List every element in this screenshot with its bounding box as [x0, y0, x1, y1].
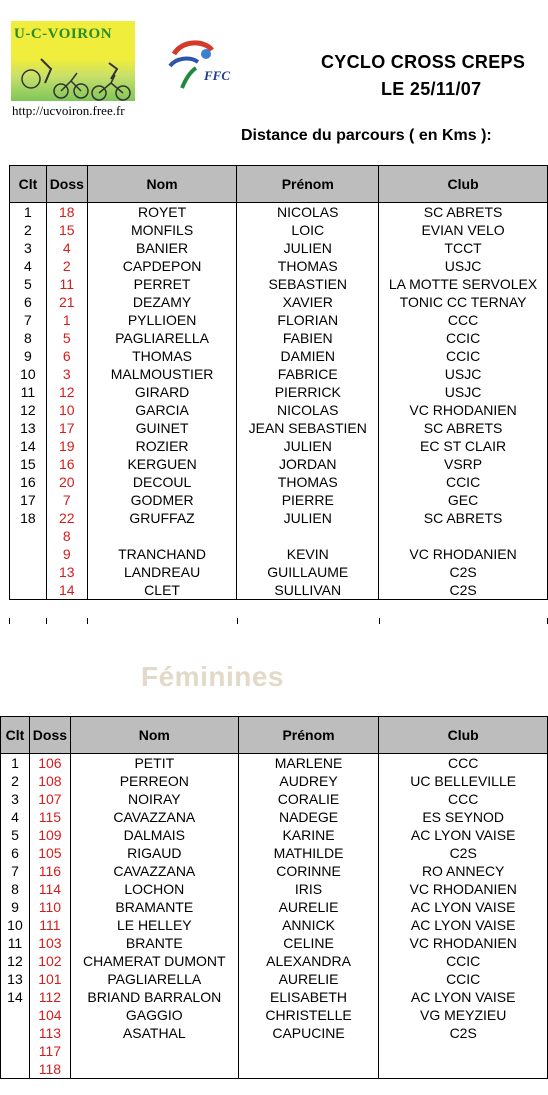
table-row	[1, 934, 548, 952]
rank-cell	[10, 545, 47, 563]
table-continuation	[9, 618, 548, 624]
first-name-cell: DAMIEN	[237, 347, 379, 365]
bib-cell: 112	[29, 988, 70, 1006]
rank-cell: 6	[10, 293, 47, 311]
bib-cell: 20	[46, 473, 87, 491]
last-name-cell: CHAMERAT DUMONT	[70, 952, 238, 970]
rank-cell: 14	[10, 437, 47, 455]
first-name-cell: FLORIAN	[237, 311, 379, 329]
club-cell: VC RHODANIEN	[379, 401, 548, 419]
bib-cell: 111	[29, 916, 70, 934]
club-cell: C2S	[379, 844, 548, 862]
last-name-cell: ROYET	[87, 203, 237, 222]
first-name-cell: CHRISTELLE	[238, 1006, 379, 1024]
last-name-cell: THOMAS	[87, 347, 237, 365]
last-name-cell: ROZIER	[87, 437, 237, 455]
table-row	[10, 527, 548, 545]
first-name-cell: MATHILDE	[238, 844, 379, 862]
rank-cell: 18	[10, 509, 47, 527]
bib-cell: 103	[29, 934, 70, 952]
last-name-cell: BRIAND BARRALON	[70, 988, 238, 1006]
rank-cell: 15	[10, 455, 47, 473]
last-name-cell: BRAMANTE	[70, 898, 238, 916]
table-header-row	[10, 166, 548, 203]
table-row	[10, 455, 548, 473]
first-name-cell: MARLENE	[238, 754, 379, 773]
bib-cell: 107	[29, 790, 70, 808]
first-name-cell: JULIEN	[237, 509, 379, 527]
club-cell: SC ABRETS	[379, 419, 548, 437]
last-name-cell: MONFILS	[87, 221, 237, 239]
club-cell: AC LYON VAISE	[379, 916, 548, 934]
first-name-cell: NICOLAS	[237, 401, 379, 419]
club-cell: USJC	[379, 383, 548, 401]
club-cell: VC RHODANIEN	[379, 545, 548, 563]
club-cell: CCIC	[379, 952, 548, 970]
bib-cell: 109	[29, 826, 70, 844]
bib-cell: 4	[46, 239, 87, 257]
bib-cell: 2	[46, 257, 87, 275]
club-cell	[379, 1042, 548, 1060]
last-name-cell: DALMAIS	[70, 826, 238, 844]
first-name-cell: CORALIE	[238, 790, 379, 808]
club-cell: EVIAN VELO	[379, 221, 548, 239]
bib-cell: 116	[29, 862, 70, 880]
rank-cell: 3	[1, 790, 30, 808]
club-cell: VSRP	[379, 455, 548, 473]
table-row	[1, 952, 548, 970]
table-row	[10, 311, 548, 329]
bib-cell: 6	[46, 347, 87, 365]
club-cell	[379, 1060, 548, 1079]
first-name-cell: THOMAS	[237, 257, 379, 275]
table-row	[10, 221, 548, 239]
bib-cell: 19	[46, 437, 87, 455]
table-row	[1, 916, 548, 934]
club-cell: CCIC	[379, 473, 548, 491]
table-row	[10, 437, 548, 455]
club-cell: VC RHODANIEN	[379, 880, 548, 898]
last-name-cell: KERGUEN	[87, 455, 237, 473]
column-header-club: Club	[379, 717, 548, 754]
first-name-cell: FABIEN	[237, 329, 379, 347]
club-cell: EC ST CLAIR	[379, 437, 548, 455]
first-name-cell	[238, 1042, 379, 1060]
first-name-cell: XAVIER	[237, 293, 379, 311]
club-cell	[379, 527, 548, 545]
bib-cell: 14	[46, 581, 87, 600]
bib-cell: 5	[46, 329, 87, 347]
first-name-cell: PIERRICK	[237, 383, 379, 401]
rank-cell: 2	[10, 221, 47, 239]
last-name-cell	[87, 527, 237, 545]
bib-cell: 110	[29, 898, 70, 916]
bib-cell: 115	[29, 808, 70, 826]
last-name-cell: GUINET	[87, 419, 237, 437]
rank-cell	[1, 1006, 30, 1024]
first-name-cell: AURELIE	[238, 970, 379, 988]
column-header-doss: Doss	[46, 166, 87, 203]
table-row	[10, 275, 548, 293]
first-name-cell: ALEXANDRA	[238, 952, 379, 970]
table-row	[1, 754, 548, 773]
last-name-cell: PAGLIARELLA	[70, 970, 238, 988]
first-name-cell: FABRICE	[237, 365, 379, 383]
club-cell: UC BELLEVILLE	[379, 772, 548, 790]
last-name-cell: PERRET	[87, 275, 237, 293]
table-row	[1, 862, 548, 880]
cyclist-icon	[11, 49, 135, 101]
table-row	[1, 1024, 548, 1042]
rank-cell: 4	[1, 808, 30, 826]
column-header-clt: Clt	[1, 717, 30, 754]
bib-cell: 18	[46, 203, 87, 222]
rank-cell	[1, 1042, 30, 1060]
bib-cell: 9	[46, 545, 87, 563]
club-cell: CCC	[379, 311, 548, 329]
first-name-cell	[238, 1060, 379, 1079]
first-name-cell: AURELIE	[238, 898, 379, 916]
table-row	[10, 491, 548, 509]
rank-cell	[1, 1024, 30, 1042]
club-cell: VC RHODANIEN	[379, 934, 548, 952]
rank-cell: 5	[1, 826, 30, 844]
ffc-logo-label: FFC	[204, 68, 231, 83]
table-row	[10, 203, 548, 222]
last-name-cell: DEZAMY	[87, 293, 237, 311]
rank-cell: 4	[10, 257, 47, 275]
last-name-cell: DECOUL	[87, 473, 237, 491]
first-name-cell: SEBASTIEN	[237, 275, 379, 293]
rank-cell	[10, 563, 47, 581]
club-cell: AC LYON VAISE	[379, 826, 548, 844]
club-cell: TONIC CC TERNAY	[379, 293, 548, 311]
first-name-cell: ELISABETH	[238, 988, 379, 1006]
club-cell: CCIC	[379, 347, 548, 365]
rank-cell: 1	[10, 203, 47, 222]
bib-cell: 15	[46, 221, 87, 239]
table-row	[10, 419, 548, 437]
table-row	[1, 1006, 548, 1024]
event-date: LE 25/11/07	[381, 79, 482, 99]
club-cell: AC LYON VAISE	[379, 988, 548, 1006]
column-header-clt: Clt	[10, 166, 47, 203]
column-header-club: Club	[379, 166, 548, 203]
club-cell: CCC	[379, 754, 548, 773]
club-cell: C2S	[379, 581, 548, 600]
last-name-cell: GODMER	[87, 491, 237, 509]
club-cell: SC ABRETS	[379, 509, 548, 527]
column-header-prenom: Prénom	[238, 717, 379, 754]
club-cell: USJC	[379, 365, 548, 383]
club-cell: LA MOTTE SERVOLEX	[379, 275, 548, 293]
first-name-cell: IRIS	[238, 880, 379, 898]
last-name-cell	[70, 1060, 238, 1079]
rank-cell: 3	[10, 239, 47, 257]
table-row	[1, 1060, 548, 1079]
rank-cell: 9	[10, 347, 47, 365]
bib-cell: 108	[29, 772, 70, 790]
table-row	[10, 365, 548, 383]
table-row	[10, 257, 548, 275]
first-name-cell: AUDREY	[238, 772, 379, 790]
bib-cell: 22	[46, 509, 87, 527]
bib-cell: 113	[29, 1024, 70, 1042]
rank-cell: 12	[10, 401, 47, 419]
table-row	[10, 509, 548, 527]
last-name-cell: MALMOUSTIER	[87, 365, 237, 383]
first-name-cell	[237, 527, 379, 545]
bib-cell: 118	[29, 1060, 70, 1079]
rank-cell: 11	[10, 383, 47, 401]
rank-cell: 7	[1, 862, 30, 880]
rank-cell: 9	[1, 898, 30, 916]
table-row	[1, 790, 548, 808]
last-name-cell: TRANCHAND	[87, 545, 237, 563]
club-cell: SC ABRETS	[379, 203, 548, 222]
bib-cell: 102	[29, 952, 70, 970]
bib-cell: 11	[46, 275, 87, 293]
last-name-cell: LANDREAU	[87, 563, 237, 581]
first-name-cell: ANNICK	[238, 916, 379, 934]
column-header-doss: Doss	[29, 717, 70, 754]
first-name-cell: KARINE	[238, 826, 379, 844]
rank-cell: 8	[10, 329, 47, 347]
column-header-nom: Nom	[87, 166, 237, 203]
club-cell: ES SEYNOD	[379, 808, 548, 826]
rank-cell: 12	[1, 952, 30, 970]
rank-cell: 1	[1, 754, 30, 773]
table-header-row	[1, 717, 548, 754]
bib-cell: 8	[46, 527, 87, 545]
first-name-cell: LOIC	[237, 221, 379, 239]
column-header-prenom: Prénom	[237, 166, 379, 203]
bib-cell: 101	[29, 970, 70, 988]
first-name-cell: KEVIN	[237, 545, 379, 563]
logo-text: U-C-VOIRON	[14, 26, 113, 42]
club-cell: CCIC	[379, 970, 548, 988]
table-row	[1, 988, 548, 1006]
first-name-cell: JEAN SEBASTIEN	[237, 419, 379, 437]
column-header-nom: Nom	[70, 717, 238, 754]
table-row	[10, 581, 548, 600]
last-name-cell: PYLLIOEN	[87, 311, 237, 329]
bib-cell: 114	[29, 880, 70, 898]
bib-cell: 13	[46, 563, 87, 581]
rank-cell: 7	[10, 311, 47, 329]
rank-cell: 10	[10, 365, 47, 383]
club-cell: TCCT	[379, 239, 548, 257]
rank-cell: 11	[1, 934, 30, 952]
rank-cell: 6	[1, 844, 30, 862]
last-name-cell: CLET	[87, 581, 237, 600]
club-cell: GEC	[379, 491, 548, 509]
club-cell: VG MEYZIEU	[379, 1006, 548, 1024]
last-name-cell: GIRARD	[87, 383, 237, 401]
table-row	[10, 563, 548, 581]
bib-cell: 16	[46, 455, 87, 473]
first-name-cell: PIERRE	[237, 491, 379, 509]
table-row	[1, 970, 548, 988]
rank-cell: 2	[1, 772, 30, 790]
first-name-cell: JULIEN	[237, 437, 379, 455]
first-name-cell: JULIEN	[237, 239, 379, 257]
club-cell: AC LYON VAISE	[379, 898, 548, 916]
bib-cell: 21	[46, 293, 87, 311]
club-cell: USJC	[379, 257, 548, 275]
rank-cell: 14	[1, 988, 30, 1006]
last-name-cell: PERREON	[70, 772, 238, 790]
last-name-cell: ASATHAL	[70, 1024, 238, 1042]
distance-label: Distance du parcours ( en Kms ):	[241, 127, 492, 144]
last-name-cell: GRUFFAZ	[87, 509, 237, 527]
club-cell: CCC	[379, 790, 548, 808]
table-row	[10, 545, 548, 563]
rank-cell	[10, 581, 47, 600]
bib-cell: 104	[29, 1006, 70, 1024]
rank-cell: 5	[10, 275, 47, 293]
table-row	[1, 880, 548, 898]
table-row	[10, 401, 548, 419]
table-row	[1, 808, 548, 826]
last-name-cell: RIGAUD	[70, 844, 238, 862]
bib-cell: 7	[46, 491, 87, 509]
bib-cell: 106	[29, 754, 70, 773]
last-name-cell: CAPDEPON	[87, 257, 237, 275]
rank-cell: 10	[1, 916, 30, 934]
last-name-cell: BRANTE	[70, 934, 238, 952]
bib-cell: 1	[46, 311, 87, 329]
bib-cell: 3	[46, 365, 87, 383]
rank-cell: 13	[10, 419, 47, 437]
table-row	[1, 844, 548, 862]
club-logo	[11, 21, 135, 101]
table-row	[10, 347, 548, 365]
table-row	[10, 473, 548, 491]
last-name-cell: NOIRAY	[70, 790, 238, 808]
table-row	[10, 329, 548, 347]
table-row	[10, 239, 548, 257]
first-name-cell: NICOLAS	[237, 203, 379, 222]
club-cell: RO ANNECY	[379, 862, 548, 880]
first-name-cell: CAPUCINE	[238, 1024, 379, 1042]
first-name-cell: GUILLAUME	[237, 563, 379, 581]
section-title-women: Féminines	[141, 661, 284, 692]
table-row	[1, 898, 548, 916]
first-name-cell: NADEGE	[238, 808, 379, 826]
first-name-cell: CORINNE	[238, 862, 379, 880]
club-cell: C2S	[379, 1024, 548, 1042]
last-name-cell: LE HELLEY	[70, 916, 238, 934]
table-row	[10, 383, 548, 401]
club-cell: C2S	[379, 563, 548, 581]
bib-cell: 117	[29, 1042, 70, 1060]
last-name-cell	[70, 1042, 238, 1060]
website-url[interactable]: http://ucvoiron.free.fr	[12, 103, 125, 118]
last-name-cell: CAVAZZANA	[70, 862, 238, 880]
table-row	[1, 826, 548, 844]
last-name-cell: GAGGIO	[70, 1006, 238, 1024]
bib-cell: 105	[29, 844, 70, 862]
page-title: CYCLO CROSS CREPS	[321, 52, 526, 72]
last-name-cell: LOCHON	[70, 880, 238, 898]
last-name-cell: CAVAZZANA	[70, 808, 238, 826]
bib-cell: 12	[46, 383, 87, 401]
table-row	[1, 772, 548, 790]
rank-cell	[10, 527, 47, 545]
rank-cell: 8	[1, 880, 30, 898]
first-name-cell: JORDAN	[237, 455, 379, 473]
women-results-table	[0, 716, 548, 1079]
bib-cell: 17	[46, 419, 87, 437]
rank-cell: 17	[10, 491, 47, 509]
men-results-table	[9, 165, 548, 600]
first-name-cell: CELINE	[238, 934, 379, 952]
rank-cell: 13	[1, 970, 30, 988]
rank-cell: 16	[10, 473, 47, 491]
first-name-cell: THOMAS	[237, 473, 379, 491]
ffc-logo	[160, 38, 240, 94]
last-name-cell: PAGLIARELLA	[87, 329, 237, 347]
bib-cell: 10	[46, 401, 87, 419]
last-name-cell: BANIER	[87, 239, 237, 257]
club-cell: CCIC	[379, 329, 548, 347]
last-name-cell: GARCIA	[87, 401, 237, 419]
rank-cell	[1, 1060, 30, 1079]
table-row	[10, 293, 548, 311]
first-name-cell: SULLIVAN	[237, 581, 379, 600]
table-row	[1, 1042, 548, 1060]
last-name-cell: PETIT	[70, 754, 238, 773]
